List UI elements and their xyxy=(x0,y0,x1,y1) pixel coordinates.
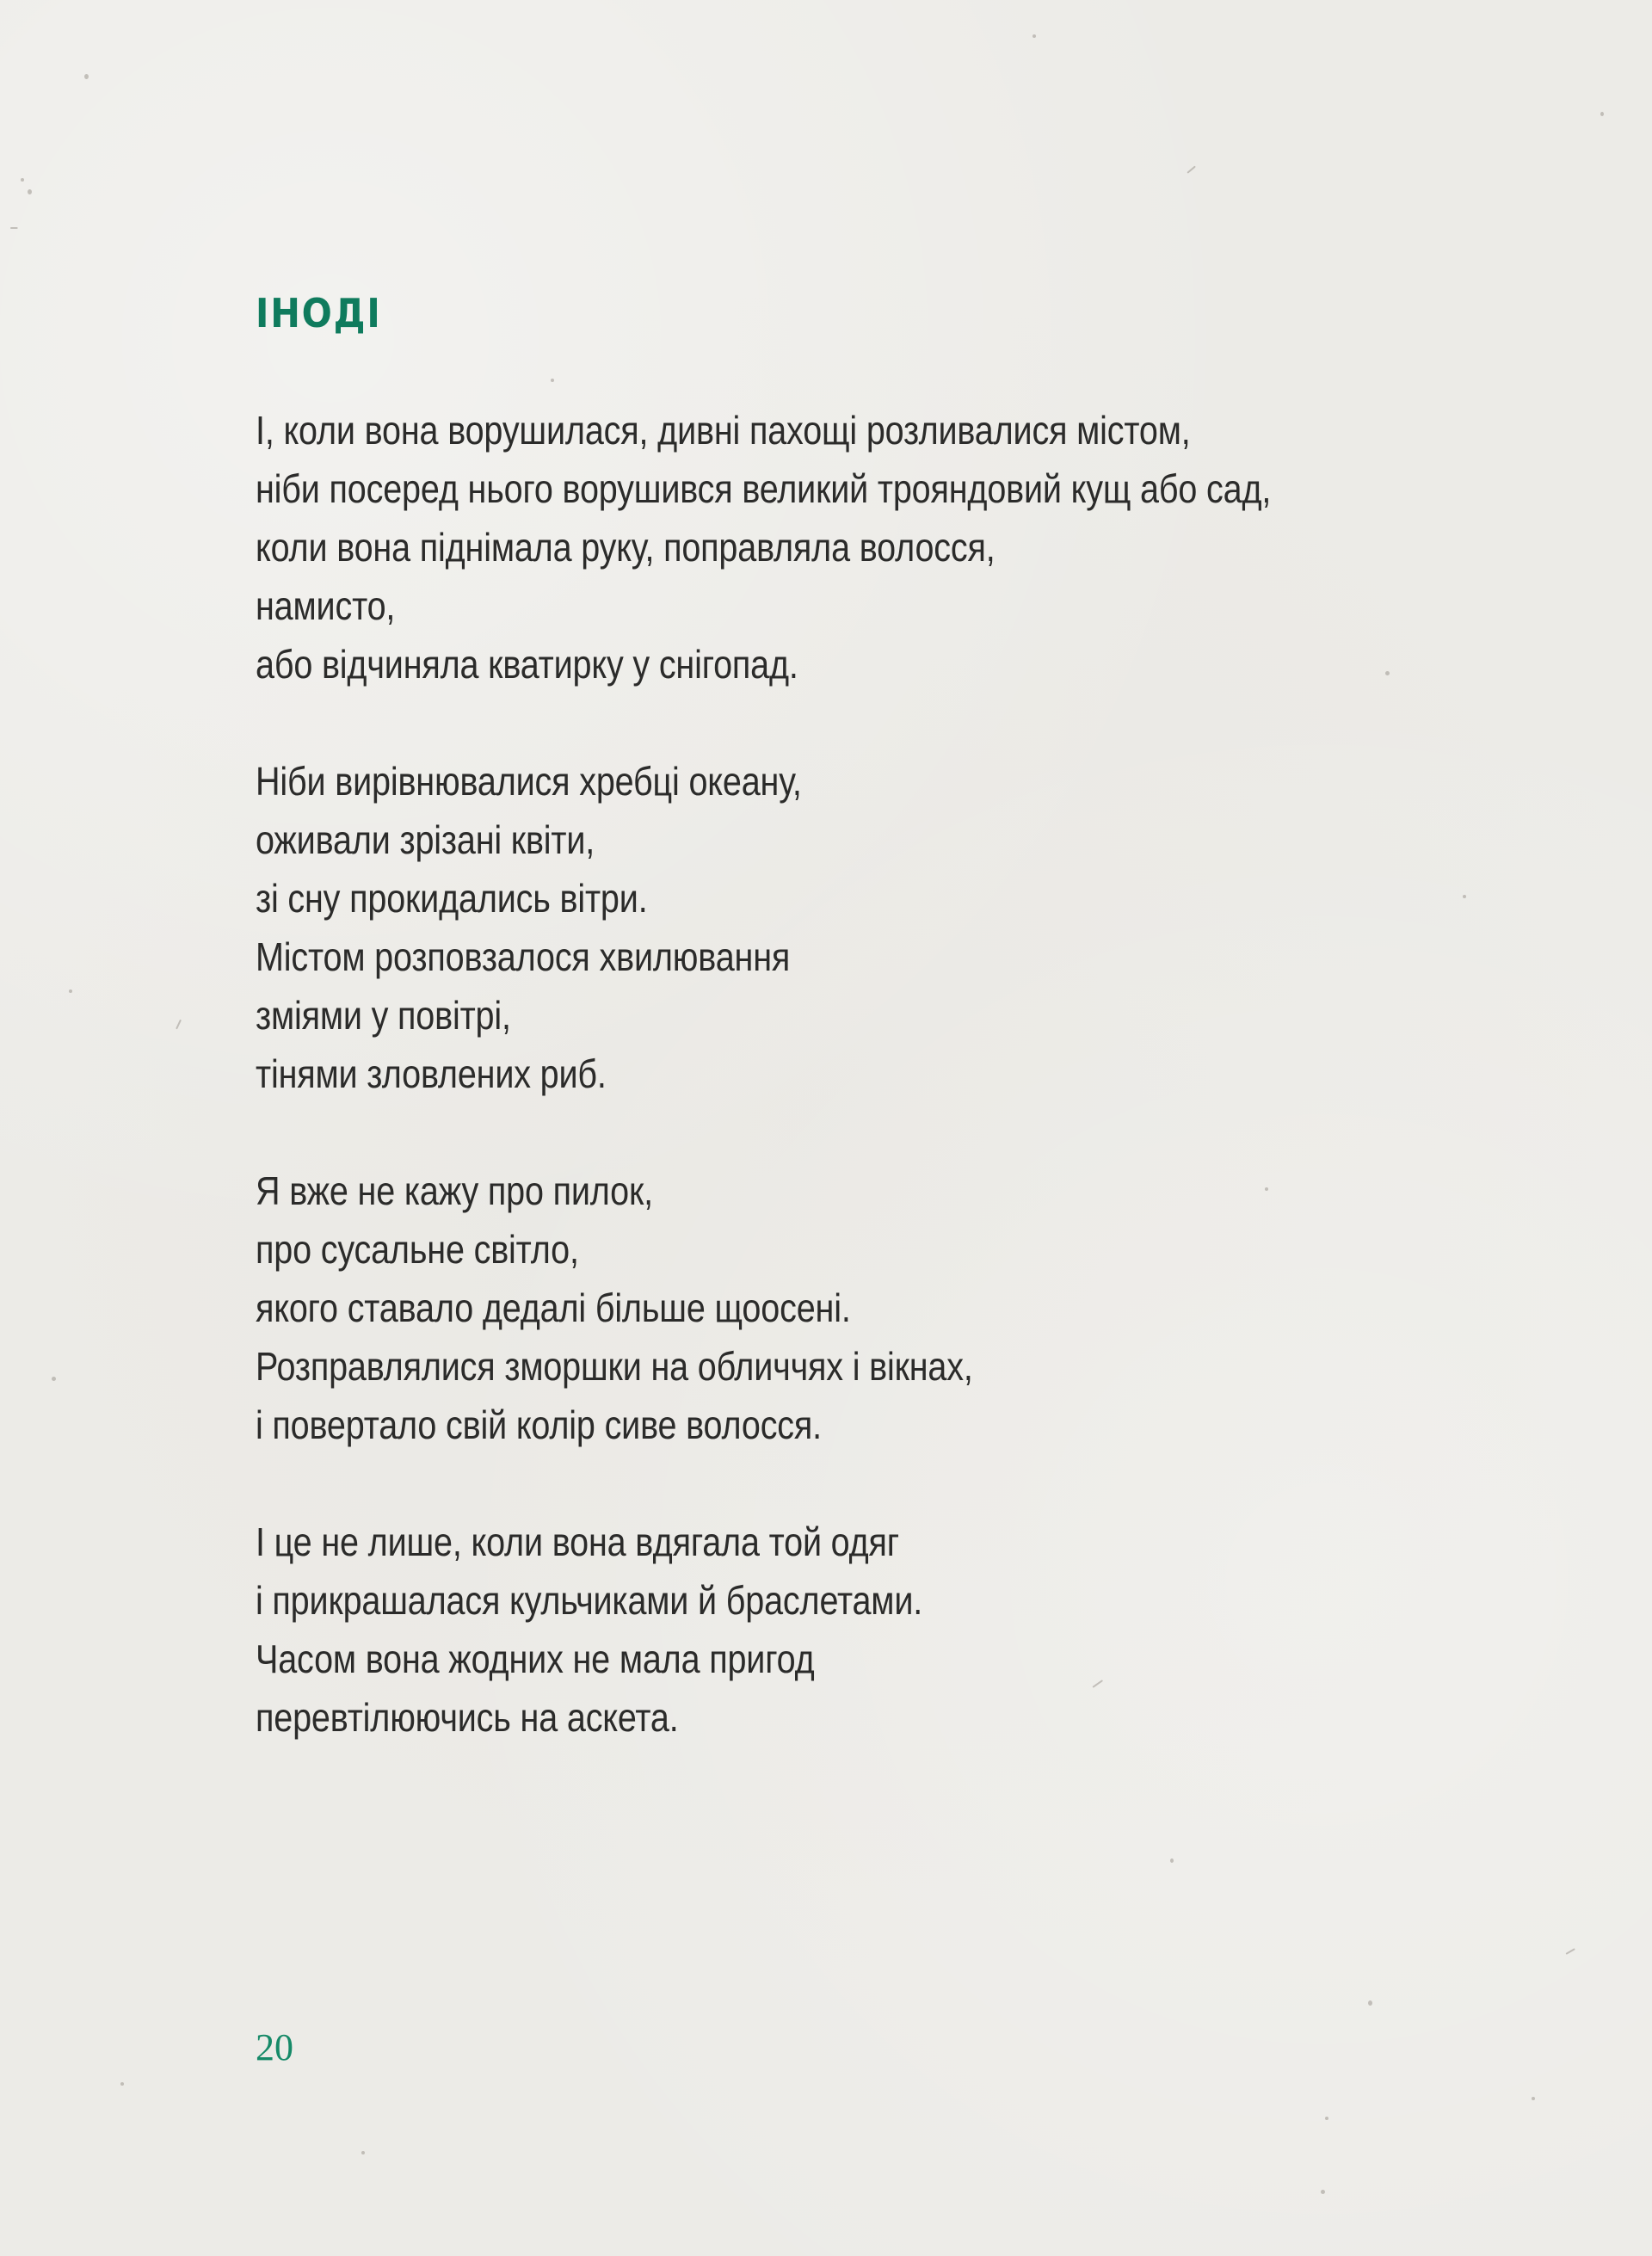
paper-speck xyxy=(52,1377,56,1381)
paper-speck xyxy=(1170,1858,1174,1863)
poem-line: Ніби вирівнювалися хребці океану, xyxy=(256,759,802,804)
paper-speck xyxy=(69,989,72,993)
poem-line: тінями зловлених риб. xyxy=(256,1051,607,1096)
poem-title: ІНОДІ xyxy=(256,290,382,336)
poem-line: І це не лише, коли вона вдягала той одяг xyxy=(256,1519,900,1564)
paper-speck xyxy=(1600,112,1604,116)
poem-line: Містом розповзалося хвилювання xyxy=(256,934,791,979)
paper-speck xyxy=(28,189,32,194)
poem-line: зміями у повітрі, xyxy=(256,993,511,1038)
paper-speck xyxy=(1325,2117,1328,2120)
poem-line: Я вже не кажу про пилок, xyxy=(256,1168,653,1213)
paper-speck xyxy=(1532,2097,1535,2100)
paper-speck xyxy=(1368,2000,1372,2006)
paper-speck xyxy=(120,2082,124,2086)
paper-speck xyxy=(84,74,89,79)
poem-line: або відчиняла кватирку у снігопад. xyxy=(256,642,798,687)
poem-line: зі сну прокидались вітри. xyxy=(256,876,648,921)
paper-speck xyxy=(176,1020,182,1030)
poem-body xyxy=(256,401,1598,1805)
poem-line: якого ставало дедалі більше щоосені. xyxy=(256,1285,851,1330)
paper-speck xyxy=(1321,2190,1325,2194)
poem-line: ніби посеред нього ворушився великий трояндовий кущ або сад, xyxy=(256,466,1272,511)
poem-line: і повертало свій колір сиве волосся. xyxy=(256,1402,822,1447)
paper-speck xyxy=(1566,1948,1575,1955)
poem-line: Розправлялися зморшки на обличчях і вікнах, xyxy=(256,1344,973,1389)
paper-speck xyxy=(551,379,554,382)
stanza-1 xyxy=(256,401,1598,693)
poem-line: про сусальне світло, xyxy=(256,1227,579,1272)
paper-speck xyxy=(10,227,18,229)
page-number: 20 xyxy=(256,2026,293,2068)
paper-speck xyxy=(1187,166,1195,174)
stanza-2 xyxy=(256,752,1598,1103)
poem-line: і прикрашалася кульчиками й браслетами. xyxy=(256,1578,923,1623)
paper-speck xyxy=(21,178,24,182)
stanza-3 xyxy=(256,1162,1598,1454)
poem-line: коли вона піднімала руку, поправляла волосся, xyxy=(256,525,996,570)
paper-speck xyxy=(361,2151,365,2154)
poem-line: перевтілюючись на аскета. xyxy=(256,1695,679,1740)
poem-line: Часом вона жодних не мала пригод xyxy=(256,1637,815,1681)
poem-line: намисто, xyxy=(256,583,396,628)
paper-speck xyxy=(1032,34,1036,38)
poem-line: І, коли вона ворушилася, дивні пахощі розливалися містом, xyxy=(256,408,1191,453)
poem-line: оживали зрізані квіти, xyxy=(256,817,595,862)
stanza-4 xyxy=(256,1513,1598,1747)
